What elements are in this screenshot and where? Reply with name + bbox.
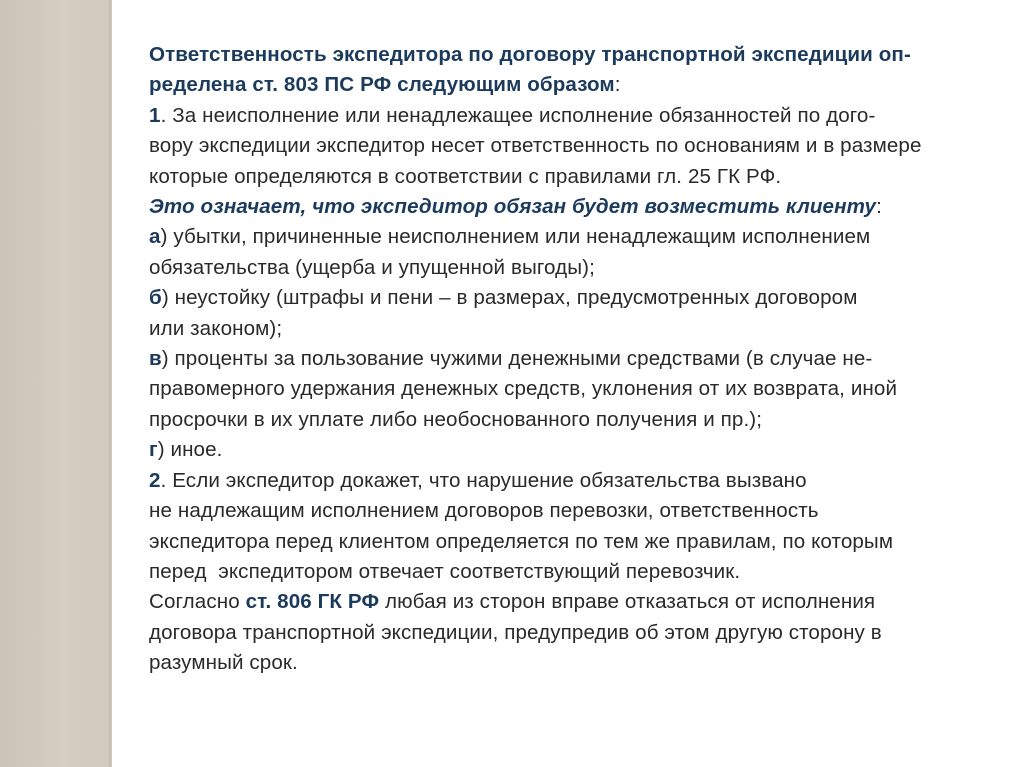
text-line: не надлежащим исполнением договоров перевозки, ответственность [149,499,819,523]
left-decorative-band [0,0,112,767]
means-text: Это означает, что экспедитор обязан будет возместить клиенту [149,195,877,219]
text-line: или законом); [149,316,283,340]
text-line: перед экспедитором отвечает соответствующий перевозчик. [149,559,741,583]
text-line: разумный срок. [149,651,298,675]
slide [112,0,1024,767]
title-line-2 [149,70,1019,100]
item-b-line [149,283,1019,313]
text-line: просрочки в их уплате либо необоснованного получения и пр.); [149,407,763,431]
item-letter: а [149,225,161,249]
clause-text: . За неисполнение или ненадлежащее исполнение обязанностей по дого- [160,103,876,127]
item-letter: в [149,347,162,371]
item-letter: б [149,286,162,310]
text-line: экспедитора перед клиентом определяется по тем же правилам, по которым [149,529,894,553]
clause-number: 2 [149,468,161,492]
item-text: ) проценты за пользование чужими денежными средствами (в случае не- [161,347,873,371]
item-a-line [149,222,1019,252]
article-prefix: Согласно [149,590,246,614]
article-806-line [149,587,1019,617]
item-letter: г [149,438,158,462]
title-line-1 [149,40,1019,70]
title-text: ределена ст. 803 ПС РФ следующим образом [149,73,615,97]
means-colon: : [876,195,882,219]
item-g-line [149,435,1019,465]
text-line: которые определяются в соответствии с правилами гл. 25 ГК РФ. [149,164,782,188]
item-text: ) неустойку (штрафы и пени – в размерах, предусмотренных договором [161,286,858,310]
title-colon: : [614,73,621,97]
item-v-line [149,344,1019,374]
text-line: обязательства (ущерба и упущенной выгоды); [149,255,595,279]
text-line: договора транспортной экспедиции, предупредив об этом другую сторону в [149,620,882,644]
clause-2-line [149,466,1019,496]
clause-1-line [149,101,1019,131]
text-line: правомерного удержания денежных средств, уклонения от их возврата, иной [149,377,898,401]
title-text: Ответственность экспедитора по договору транспортной экспедиции оп- [149,43,911,66]
clause-number: 1 [149,103,161,127]
clause-text: . Если экспедитор докажет, что нарушение обязательства вызвано [160,468,807,492]
article-reference: ст. 806 ГК РФ [245,590,380,614]
item-text: ) иное. [157,438,223,462]
article-text: любая из сторон вправе отказаться от исполнения [379,590,876,614]
text-line: вору экспедиции экспедитор несет ответственность по основаниям и в размере [149,134,922,158]
means-line [149,192,1019,222]
item-text: ) убытки, причиненные неисполнением или ненадлежащим исполнением [160,225,871,249]
slide-text [149,40,1019,679]
